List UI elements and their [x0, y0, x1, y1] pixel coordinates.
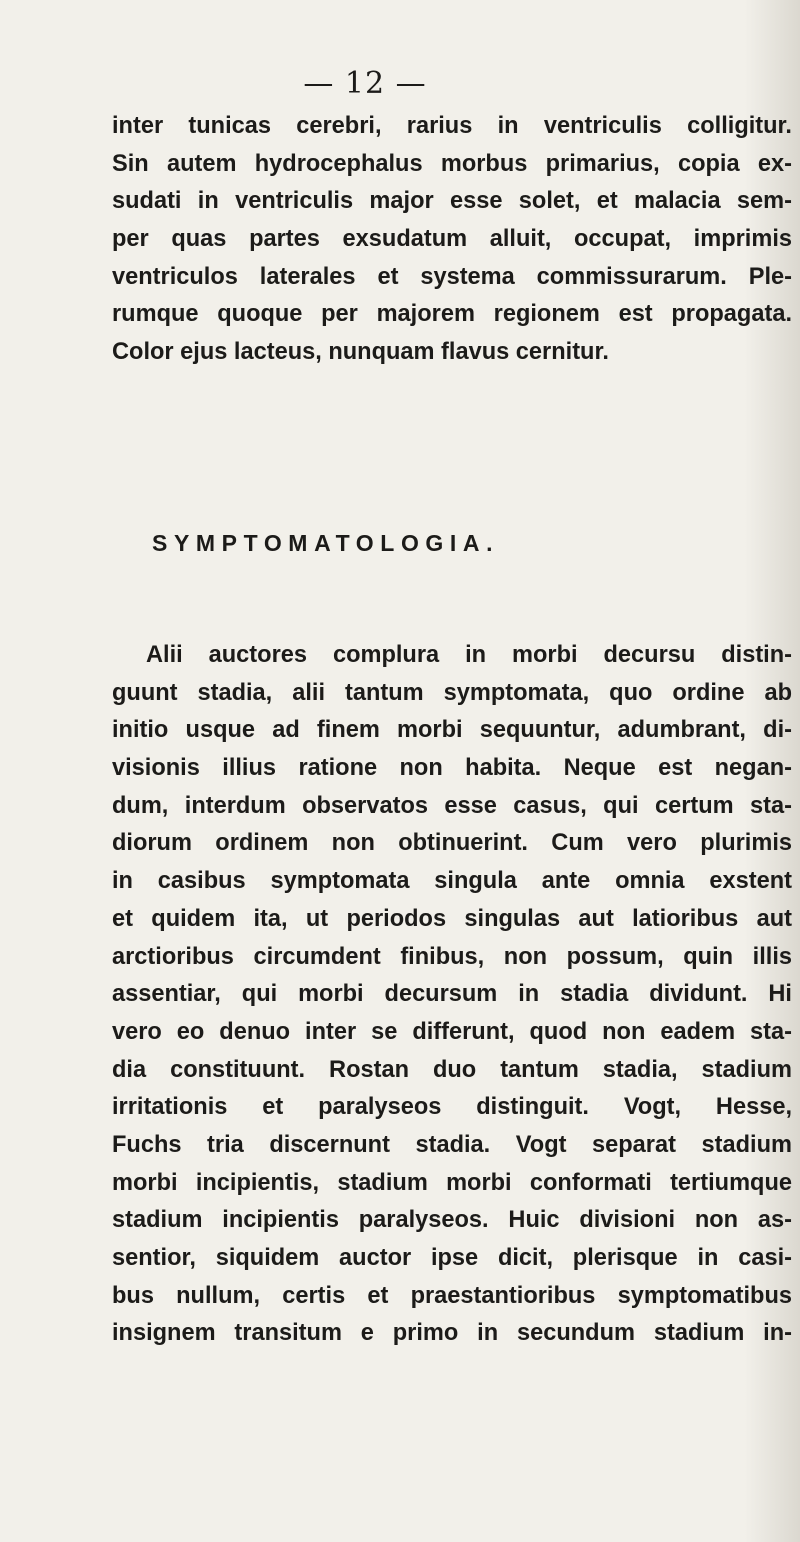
text-line: diorum ordinem non obtinuerint. Cum vero plurimis — [112, 830, 792, 857]
text-line: Fuchs tria discernunt stadia. Vogt separat stadium — [112, 1131, 792, 1158]
text-line: assentiar, qui morbi decursum in stadia dividunt. Hi — [112, 981, 792, 1008]
text-line: Alii auctores complura in morbi decursu distin- — [146, 642, 792, 668]
text-line: vero eo denuo inter se differunt, quod non eadem sta- — [112, 1018, 792, 1045]
text-line: morbi incipientis, stadium morbi conformati tertiumque — [112, 1169, 792, 1196]
text-line: stadium incipientis paralyseos. Huic divisioni non as- — [112, 1207, 792, 1234]
section-heading: SYMPTOMATOLOGIA. — [152, 530, 500, 556]
text-line: initio usque ad finem morbi sequuntur, adumbrant, di- — [112, 717, 792, 744]
text-line: per quas partes exsudatum alluit, occupat, imprimis — [112, 226, 792, 253]
text-line: insignem transitum e primo in secundum stadium in- — [112, 1320, 792, 1347]
text-line: in casibus symptomata singula ante omnia exstent — [112, 868, 792, 895]
text-line: guunt stadia, alii tantum symptomata, quo ordine ab — [112, 679, 792, 706]
text-line: arctioribus circumdent finibus, non possum, quin illis — [112, 943, 792, 970]
text-line: rumque quoque per majorem regionem est propagata. — [112, 301, 792, 328]
paragraph-2 — [112, 637, 792, 1353]
text-line: sudati in ventriculis major esse solet, et malacia sem- — [112, 188, 792, 215]
text-line: bus nullum, certis et praestantioribus symptomatibus — [112, 1282, 792, 1309]
text-line: ventriculos laterales et systema commissurarum. Ple- — [112, 263, 792, 290]
text-line: Sin autem hydrocephalus morbus primarius, copia ex- — [112, 150, 792, 177]
text-line: dia constituunt. Rostan duo tantum stadia, stadium — [112, 1056, 792, 1083]
page-number: — 12 — — [303, 66, 427, 101]
text-line: sentior, siquidem auctor ipse dicit, plerisque in casi- — [112, 1245, 792, 1271]
paragraph-1 — [112, 108, 792, 372]
text-line: dum, interdum observatos esse casus, qui certum sta- — [112, 792, 792, 819]
text-line: irritationis et paralyseos distinguit. Vogt, Hesse, — [112, 1094, 792, 1121]
text-line: inter tunicas cerebri, rarius in ventriculis colligitur. — [112, 113, 792, 139]
text-line: Color ejus lacteus, nunquam flavus cernitur. — [112, 339, 609, 366]
text-line: visionis illius ratione non habita. Neque est negan- — [112, 755, 792, 782]
text-line: et quidem ita, ut periodos singulas aut latioribus aut — [112, 905, 792, 932]
